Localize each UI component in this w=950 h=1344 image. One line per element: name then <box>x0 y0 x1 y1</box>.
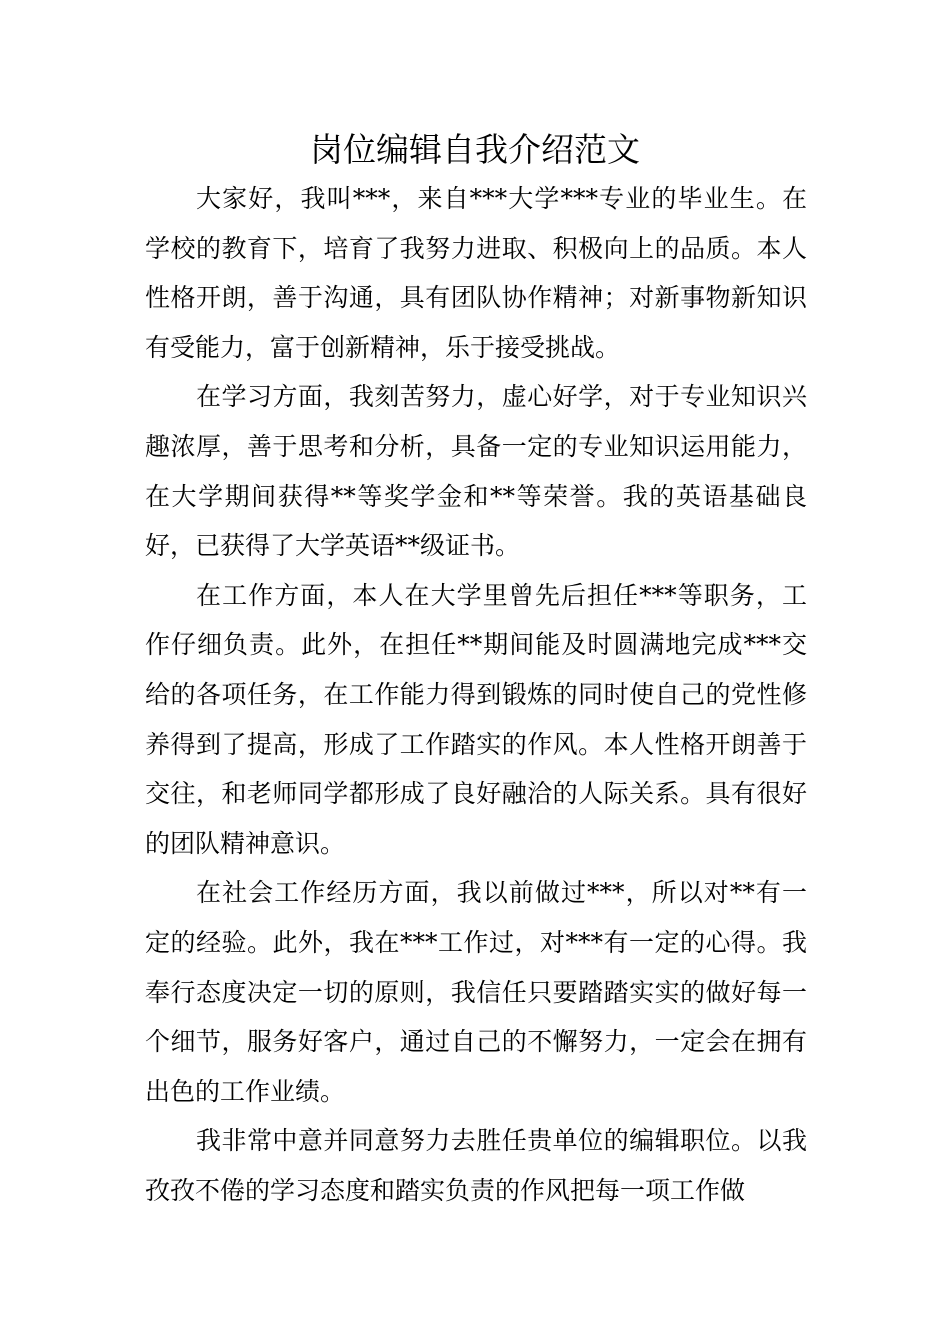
paragraph-social-experience: 在社会工作经历方面，我以前做过***，所以对**有一定的经验。此外，我在***工作过，对***有一定的心得。我奉行态度决定一切的原则，我信任只要踏踏实实的做好每一个细节，服务好客户，通过自己的不懈努力，一定会在拥有出色的工作业绩。 <box>145 878 807 1106</box>
document-body <box>145 174 807 1215</box>
paragraph-closing: 我非常中意并同意努力去胜任贵单位的编辑职位。以我孜孜不倦的学习态度和踏实负责的作风把每一项工作做 <box>145 1126 807 1205</box>
paragraph-work: 在工作方面，本人在大学里曾先后担任***等职务，工作仔细负责。此外，在担任**期间能及时圆满地完成***交给的各项任务，在工作能力得到锻炼的同时使自己的党性修养得到了提高，形成了工作踏实的作风。本人性格开朗善于交往，和老师同学都形成了良好融洽的人际关系。具有很好的团队精神意识。 <box>145 580 807 858</box>
page-title: 岗位编辑自我介绍范文 <box>310 130 640 169</box>
paragraph-intro: 大家好，我叫***，来自***大学***专业的毕业生。在学校的教育下，培育了我努力进取、积极向上的品质。本人性格开朗，善于沟通，具有团队协作精神；对新事物新知识有受能力，富于创新精神，乐于接受挑战。 <box>145 184 807 362</box>
paragraph-study: 在学习方面，我刻苦努力，虚心好学，对于专业知识兴趣浓厚，善于思考和分析，具备一定的专业知识运用能力，在大学期间获得**等奖学金和**等荣誉。我的英语基础良好，已获得了大学英语**级证书。 <box>145 382 807 561</box>
